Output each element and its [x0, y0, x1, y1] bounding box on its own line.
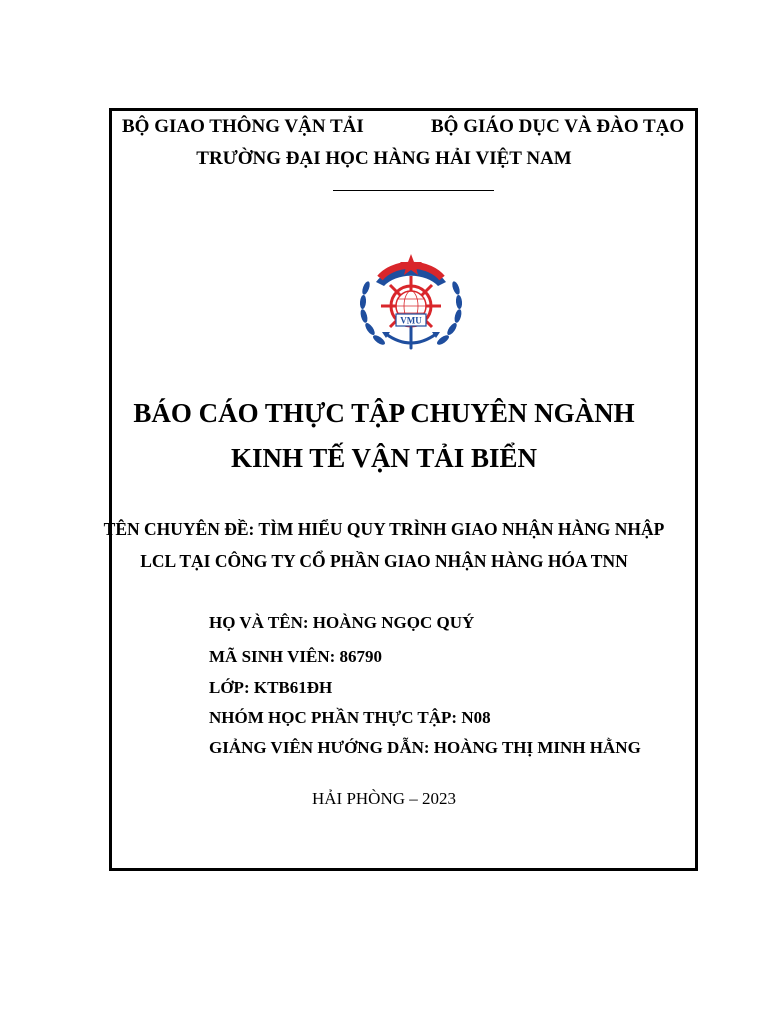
internship-group: NHÓM HỌC PHẦN THỰC TẬP: N08 [209, 708, 491, 727]
topic-line-2: LCL TẠI CÔNG TY CỔ PHẦN GIAO NHẬN HÀNG HÓA TNN [140, 551, 628, 571]
student-name: HỌ VÀ TÊN: HOÀNG NGỌC QUÝ [209, 613, 475, 632]
supervisor-name: GIẢNG VIÊN HƯỚNG DẪN: HOÀNG THỊ MINH HẰNG [209, 738, 641, 757]
ministry-education: BỘ GIÁO DỤC VÀ ĐÀO TẠO [431, 116, 685, 137]
header-divider [333, 190, 494, 191]
student-class: LỚP: KTB61ĐH [209, 678, 333, 697]
topic-line-1: TÊN CHUYÊN ĐỀ: TÌM HIỂU QUY TRÌNH GIAO NHẬN HÀNG NHẬP [103, 519, 665, 539]
logo-text: VMU [400, 315, 422, 326]
report-title: BÁO CÁO THỰC TẬP CHUYÊN NGÀNH [133, 398, 635, 428]
report-major: KINH TẾ VẬN TẢI BIỂN [230, 443, 538, 473]
vmu-logo [356, 248, 466, 360]
student-id: MÃ SINH VIÊN: 86790 [209, 647, 383, 666]
place-year: HẢI PHÒNG – 2023 [311, 789, 457, 808]
university-name: TRƯỜNG ĐẠI HỌC HÀNG HẢI VIỆT NAM [196, 148, 572, 169]
ministry-transport: BỘ GIAO THÔNG VẬN TẢI [122, 116, 364, 137]
